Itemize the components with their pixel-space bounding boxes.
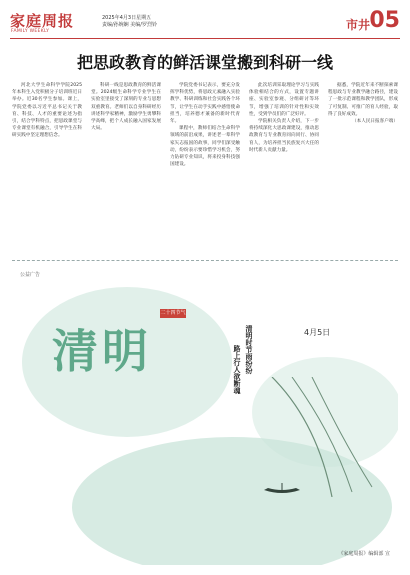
article-paragraph: 此次培训采取理论学习与实践体验相结合的方式，设置专题讲座、实验室参观、分组研讨等环节，增强了培训的针对性和实效性，受到学员们的广泛好评。 (249, 83, 319, 117)
poster-title-seal-text: 二十四节气 (160, 310, 186, 316)
newspaper-logo: 家庭周报 (10, 12, 75, 30)
masthead (10, 8, 400, 39)
poster-tag: 公益广告 (20, 272, 41, 278)
article-headline: 把思政教育的鲜活课堂搬到科研一线 (76, 53, 333, 72)
article-paragraph: 据悉，学院近年来不断探索课程思政与专业教学融合路径，建设了一批示范课程和教学团队，形成了可复制、可推广的育人经验，取得了良好成效。 (328, 83, 398, 117)
poster-title: 清明 (52, 324, 152, 378)
poster-credit: 《家庭周报》编辑部 宣 (338, 551, 390, 557)
willow-branch-illustration (262, 377, 382, 497)
poem-line-1: 清明时节雨纷纷 (245, 325, 253, 374)
article-column-4 (249, 82, 319, 254)
article-paragraph: 学院相关负责人介绍，下一步将持续深化大思政课建设，推动思政教育与专业教育同向同行、协同育人，为培养担当民族复兴大任的时代新人贡献力量。 (249, 119, 319, 153)
qingming-poster (12, 267, 398, 565)
boat-icon (262, 482, 302, 496)
poster-date: 4月5日 (304, 328, 331, 337)
article-column-1 (12, 82, 82, 254)
article-paragraph: 课程中，教师们结合生命科学领域的前沿成果，讲述老一辈科学家矢志报国的故事，同学们深受触动，纷纷表示要珍惜学习机会，努力钻研专业知识，将来投身科技强国建设。 (170, 126, 240, 168)
section-name: 市井 (345, 18, 370, 32)
article-paragraph: 科研一线是思政教育的鲜活课堂。2024级生命科学专业学生在实验室里接受了深刻的专业与思想双重教育。老师们以自身科研经历讲述科学家精神，激励学生勇攀科学高峰，把个人成长融入国家发展大局。 (91, 83, 161, 132)
article-column-3 (170, 82, 240, 254)
section-divider (12, 260, 398, 261)
article-paragraph: 河北大学生命科学学院2025年本科生入党积极分子培训班近日举办。近30名学生参加。课上，学院党委以习近平总书记关于教育、科技、人才的重要论述为指引，结合学科特点，把思政课堂与专业课堂有机融合，引导学生在科研实践中坚定理想信念。 (12, 83, 82, 139)
page-number: 05 (369, 8, 400, 33)
article-byline: （本人民日报客户端） (352, 119, 398, 125)
article-paragraph: 学院党委书记表示，要充分发挥学科优势，将思政元素融入实验教学、科研训练和社会实践各个环节，让学生在动手实践中感悟使命担当，培养德才兼备的新时代青年。 (170, 83, 240, 125)
issue-meta (102, 15, 157, 29)
article-column-2 (91, 82, 161, 254)
article-column-5 (328, 82, 398, 254)
issue-editors: 责编/孙婉娴 美编/罗烈铃 (102, 22, 157, 28)
poem-line-2: 路上行人欲断魂 (233, 345, 241, 394)
article-body (12, 82, 398, 254)
issue-date: 2025年4月3日星期五 (102, 15, 152, 21)
newspaper-logo-sub: FAMILY WEEKLY (11, 29, 50, 34)
